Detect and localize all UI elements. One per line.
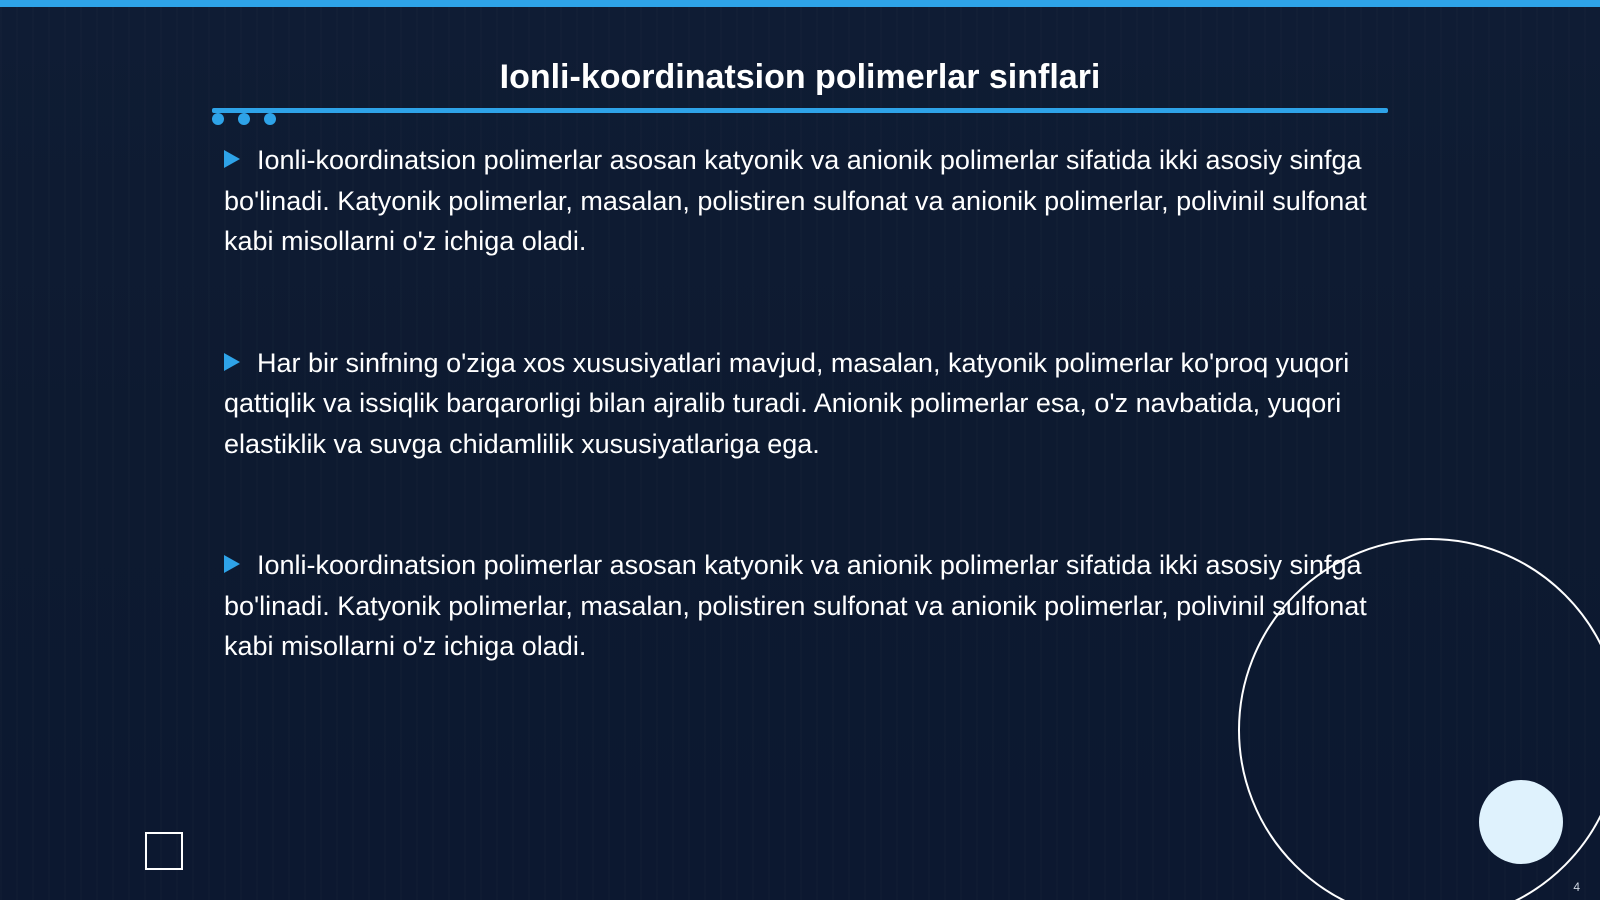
decorative-square	[145, 832, 183, 870]
slide-title: Ionli-koordinatsion polimerlar sinflari	[499, 58, 1101, 96]
top-accent-bar	[0, 0, 1600, 7]
triangle-right-icon	[224, 150, 240, 168]
decorative-dot-1	[212, 113, 224, 125]
bullet-item	[224, 343, 1374, 465]
bullet-text: Ionli-koordinatsion polimerlar asosan katyonik va anionik polimerlar sifatida ikki asosiy sinfga bo'linadi. Katyonik polimerlar, masalan, polistiren sulfonat va anionik polimerlar, polivinil sulfonat kabi misollarni o'z ichiga oladi.	[224, 145, 1367, 256]
triangle-right-icon	[224, 555, 240, 573]
decorative-dot-3	[264, 113, 276, 125]
decorative-circle	[1479, 780, 1563, 864]
bullet-list	[224, 140, 1374, 748]
bullet-text: Har bir sinfning o'ziga xos xususiyatlari mavjud, masalan, katyonik polimerlar ko'proq yuqori qattiqlik va issiqlik barqarorligi bilan ajralib turadi. Anionik polimerlar esa, o'z navbatida, yuqori elastiklik va suvga chidamlilik xususiyatlariga ega.	[224, 347, 1350, 459]
bullet-item	[224, 140, 1374, 262]
decorative-dot-2	[238, 113, 250, 125]
triangle-right-icon	[224, 353, 240, 371]
page-number: 4	[1573, 880, 1580, 894]
bullet-text: Ionli-koordinatsion polimerlar asosan katyonik va anionik polimerlar sifatida ikki asosiy sinfga bo'linadi. Katyonik polimerlar, masalan, polistiren sulfonat va anionik polimerlar, polivinil sulfonat kabi misollarni o'z ichiga oladi.	[224, 550, 1367, 661]
bullet-item	[224, 545, 1374, 667]
title-underline	[212, 108, 1388, 113]
